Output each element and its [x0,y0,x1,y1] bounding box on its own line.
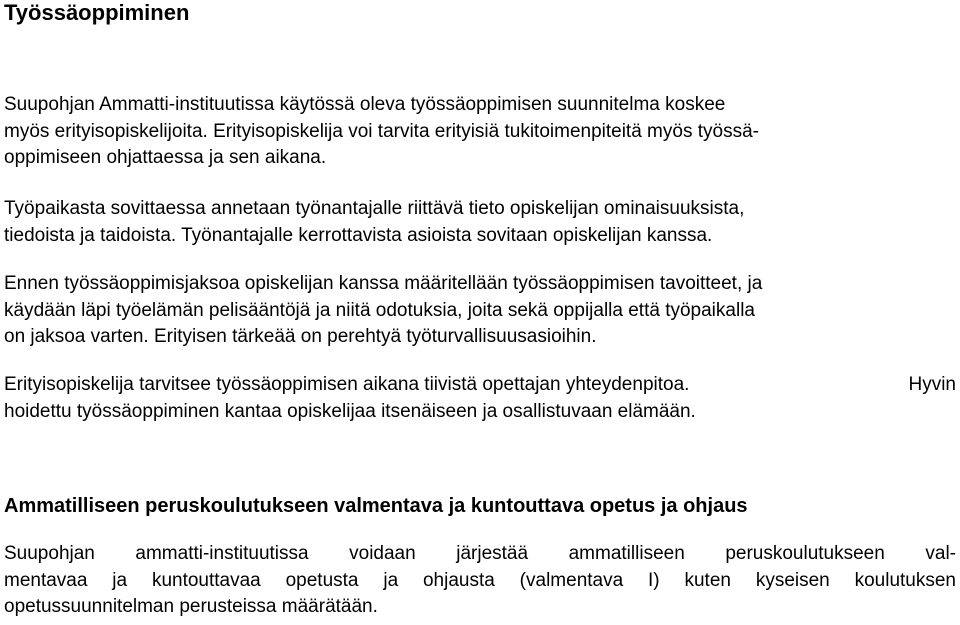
section-heading-tyossaoppiminen: Työssäoppiminen [4,0,190,25]
text-segment: Hyvin [908,374,956,395]
paragraph-teacher-contact [4,372,956,425]
paragraph-before-period [4,271,956,351]
text-line [4,372,956,399]
text-line: tiedoista ja taidoista. Työnantajalle kerrottavista asioista sovitaan opiskelijan kanssa. [4,224,713,246]
paragraph-workplace-info [4,196,956,249]
text-line: hoidettu työssäoppiminen kantaa opiskelijaa itsenäiseen ja osallistuvaan elämään. [4,400,696,422]
text-line: Työpaikasta sovittaessa annetaan työnantajalle riittävä tieto opiskelijan ominaisuuksista, [4,198,745,219]
text-line: oppimiseen ohjattaessa ja sen aikana. [4,147,327,168]
section-heading-valmentava-opetus: Ammatilliseen peruskoulutukseen valmentava ja kuntouttava opetus ja ohjaus [4,495,748,517]
paragraph-intro [4,92,956,172]
text-line: käydään läpi työelämän pelisääntöjä ja niitä odotuksia, joita sekä oppijalla että työpaikalla [4,299,755,321]
paragraph-valmentava [4,541,956,621]
text-line: mentavaa ja kuntouttavaa opetusta ja ohjausta (valmentava I) kuten kyseisen koulutuksen [4,569,956,591]
text-line: opetussuunnitelman perusteissa määrätään. [4,596,378,617]
text-line: Ennen työssäoppimisjaksoa opiskelijan kanssa määritellään työssäoppimisen tavoitteet, ja [4,273,763,294]
text-segment: Erityisopiskelija tarvitsee työssäoppimisen aikana tiivistä opettajan yhteydenpitoa. [4,374,690,395]
text-line: on jaksoa varten. Erityisen tärkeää on perehtyä työturvallisuusasioihin. [4,326,597,347]
text-line: Suupohjan ammatti-instituutissa voidaan järjestää ammatilliseen peruskoulutukseen val- [4,543,956,564]
text-line: Suupohjan Ammatti-instituutissa käytössä oleva työssäoppimisen suunnitelma koskee [4,94,726,115]
text-line: myös erityisopiskelijoita. Erityisopiskelija voi tarvita erityisiä tukitoimenpiteitä myös työssä- [4,120,759,142]
